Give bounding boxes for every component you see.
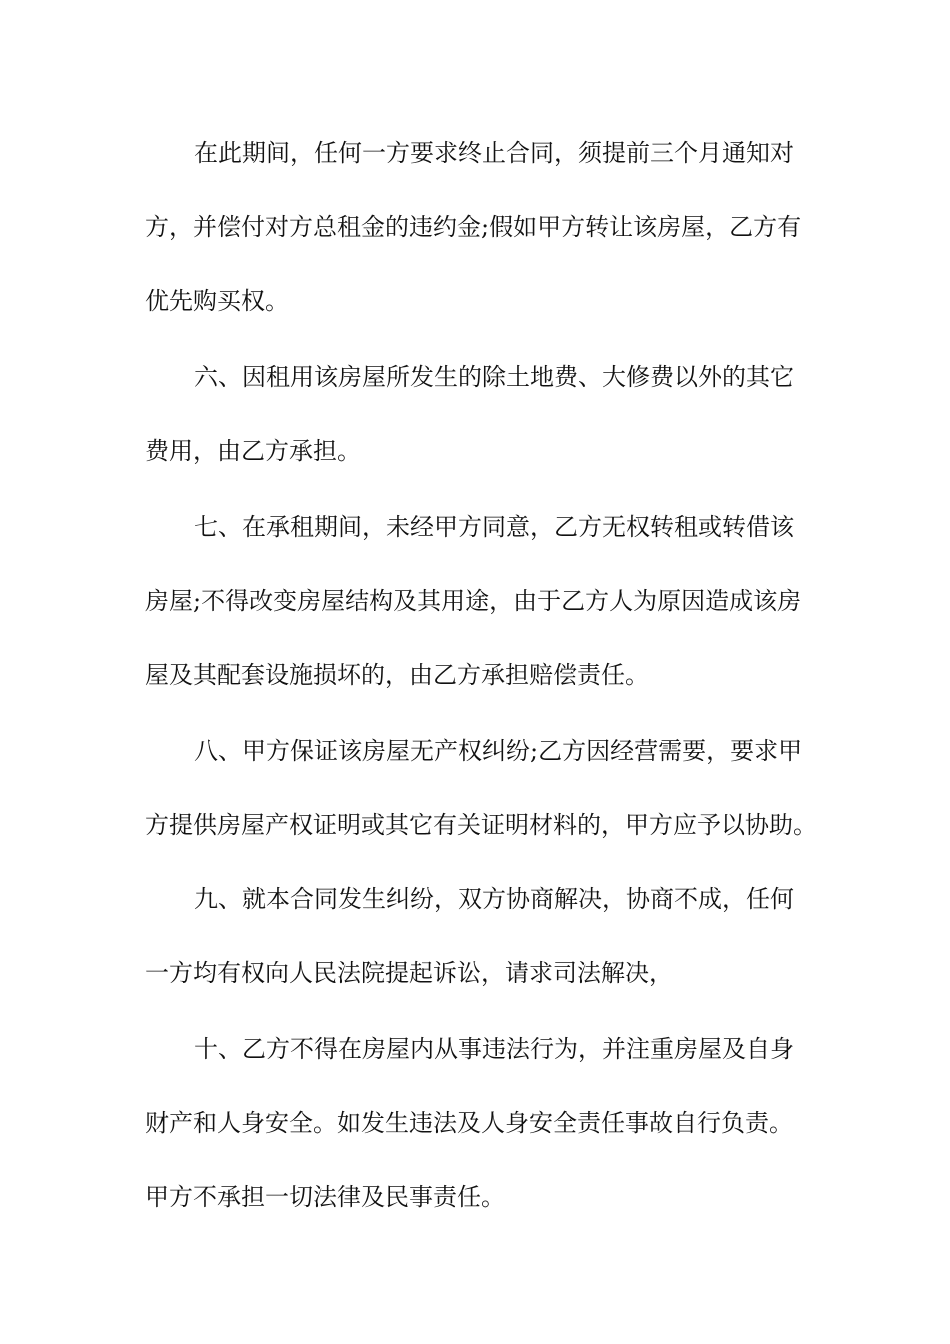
paragraph-line: 优先购买权。 <box>145 287 289 315</box>
paragraph-line: 七、在承租期间，未经甲方同意，乙方无权转租或转借该 <box>194 513 794 541</box>
paragraph-line: 六、因租用该房屋所发生的除土地费、大修费以外的其它 <box>194 363 794 391</box>
paragraph-line: 甲方不承担一切法律及民事责任。 <box>145 1183 505 1211</box>
paragraph-line: 方提供房屋产权证明或其它有关证明材料的，甲方应予以协助。 <box>145 811 817 839</box>
paragraph-line: 八、甲方保证该房屋无产权纠纷;乙方因经营需要，要求甲 <box>194 737 803 765</box>
paragraph-line: 十、乙方不得在房屋内从事违法行为，并注重房屋及自身 <box>194 1035 794 1063</box>
paragraph-line: 财产和人身安全。如发生违法及人身安全责任事故自行负责。 <box>145 1109 793 1137</box>
paragraph-line: 在此期间，任何一方要求终止合同，须提前三个月通知对 <box>194 139 794 167</box>
paragraph-line: 房屋;不得改变房屋结构及其用途，由于乙方人为原因造成该房 <box>145 587 802 615</box>
paragraph-line: 屋及其配套设施损坏的，由乙方承担赔偿责任。 <box>145 661 649 689</box>
paragraph-line: 方，并偿付对方总租金的违约金;假如甲方转让该房屋，乙方有 <box>145 213 802 241</box>
paragraph-line: 费用，由乙方承担。 <box>145 437 361 465</box>
paragraph-line: 一方均有权向人民法院提起诉讼，请求司法解决， <box>145 959 673 987</box>
paragraph-line: 九、就本合同发生纠纷，双方协商解决，协商不成，任何 <box>194 885 794 913</box>
